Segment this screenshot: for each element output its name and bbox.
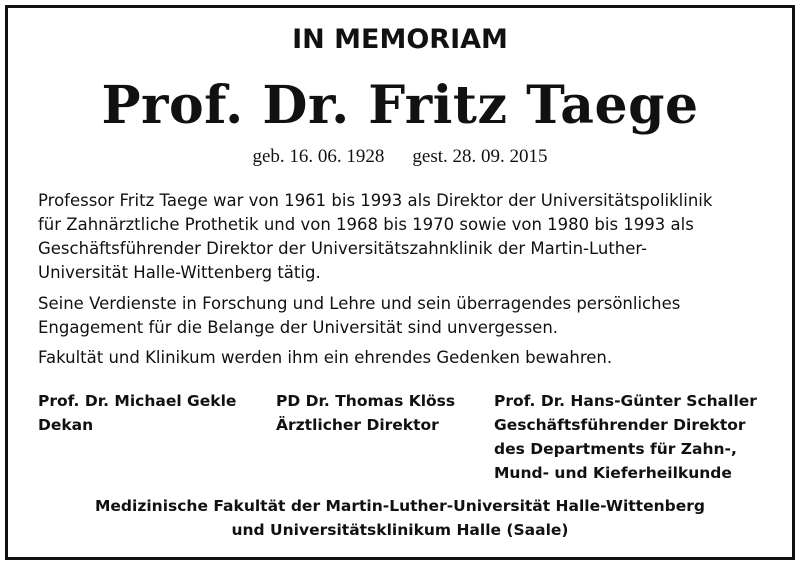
text-line: Fakultät und Klinikum werden ihm ein ehrendes Gedenken bewahren. — [38, 348, 613, 367]
tribute-paragraph-career — [38, 189, 768, 285]
signatory-title: Ärztlicher Direktor — [276, 416, 439, 434]
death-date: gest. 28. 09. 2015 — [412, 146, 548, 167]
text-line: Geschäftsführender Direktor der Universitätszahnklinik der Martin-Luther- — [38, 239, 648, 258]
life-dates — [0, 146, 800, 168]
signatory-name: Prof. Dr. Hans-Günter Schaller — [494, 392, 757, 410]
birth-date: geb. 16. 06. 1928 — [252, 146, 385, 167]
tribute-paragraph-remembrance — [38, 346, 768, 370]
signatory-dean — [38, 389, 236, 437]
institution-line: und Universitätsklinikum Halle (Saale) — [231, 521, 569, 539]
signatory-name: Prof. Dr. Michael Gekle — [38, 392, 237, 410]
text-line: Universität Halle-Wittenberg tätig. — [38, 263, 321, 282]
signatory-title: Geschäftsführender Direktor — [494, 416, 746, 434]
institution-footer — [0, 494, 800, 542]
text-line: für Zahnärztliche Prothetik und von 1968 bis 1970 sowie von 1980 bis 1993 als — [38, 215, 694, 234]
signatory-title: Mund- und Kieferheilkunde — [494, 464, 732, 482]
signatory-name: PD Dr. Thomas Klöss — [276, 392, 456, 410]
text-line: Seine Verdienste in Forschung und Lehre und sein überragendes persönliches — [38, 294, 681, 313]
deceased-name: Prof. Dr. Fritz Taege — [101, 75, 699, 136]
tribute-paragraph-merits — [38, 292, 768, 340]
text-line: Engagement für die Belange der Universität sind unvergessen. — [38, 318, 559, 337]
signatory-department-director — [494, 389, 757, 485]
memoriam-heading: IN MEMORIAM — [292, 24, 508, 55]
signatory-title: des Departments für Zahn-, — [494, 440, 737, 458]
signatory-title: Dekan — [38, 416, 94, 434]
signatory-medical-director — [276, 389, 455, 437]
institution-line: Medizinische Fakultät der Martin-Luther-Universität Halle-Wittenberg — [94, 497, 705, 515]
text-line: Professor Fritz Taege war von 1961 bis 1993 als Direktor der Universitätspoliklinik — [38, 191, 713, 210]
